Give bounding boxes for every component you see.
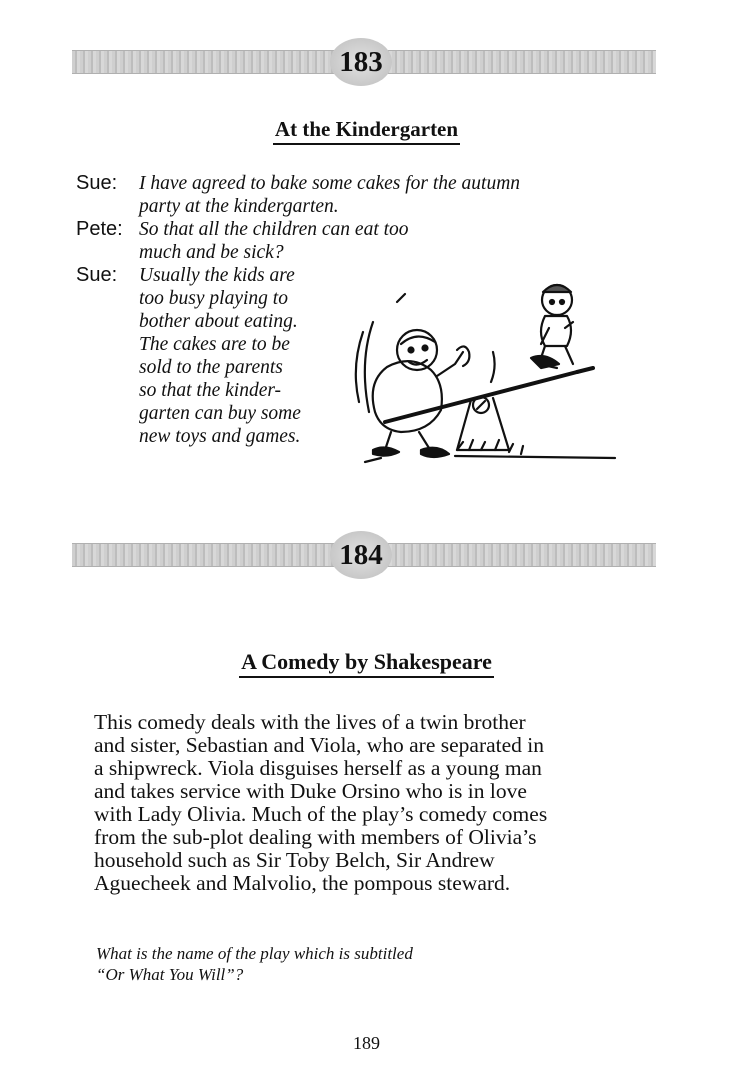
paragraph-line: This comedy deals with the lives of a twin brother bbox=[94, 710, 526, 734]
paragraph-line: from the sub-plot dealing with members of Olivia’s bbox=[94, 825, 537, 849]
seesaw-cartoon-illustration bbox=[345, 272, 617, 468]
comedy-description bbox=[94, 711, 614, 895]
section-number-183: 183 bbox=[330, 38, 392, 86]
title-text: A Comedy by Shakespeare bbox=[239, 649, 494, 678]
paragraph-line: and sister, Sebastian and Viola, who are separated in bbox=[94, 733, 545, 757]
dialogue-line: sold to the parents bbox=[139, 357, 283, 378]
paragraph-line: a shipwreck. Viola disguises herself as a young man bbox=[94, 756, 542, 780]
dialogue-line: much and be sick? bbox=[139, 242, 284, 263]
paragraph-line: household such as Sir Toby Belch, Sir Andrew bbox=[94, 848, 495, 872]
dialogue-line: Usually the kids are bbox=[139, 265, 295, 286]
speaker-label: Sue: bbox=[76, 172, 118, 194]
dialogue-line: garten can buy some bbox=[139, 403, 301, 424]
dialogue-line: party at the kindergarten. bbox=[139, 196, 339, 217]
section-title-184 bbox=[0, 649, 733, 675]
paragraph-line: Aguecheek and Malvolio, the pompous steward. bbox=[94, 871, 511, 895]
section-number-184: 184 bbox=[330, 531, 392, 579]
speaker-label: Pete: bbox=[76, 218, 123, 240]
question-line: What is the name of the play which is subtitled bbox=[96, 944, 413, 963]
dialogue-line: so that the kinder- bbox=[139, 380, 282, 401]
dialogue-line: The cakes are to be bbox=[139, 334, 290, 355]
dialogue-line: too busy playing to bbox=[139, 288, 288, 309]
dialogue-line: I have agreed to bake some cakes for the autumn bbox=[139, 173, 521, 194]
page-number: 189 bbox=[353, 1033, 380, 1053]
dialogue-line: So that all the children can eat too bbox=[139, 219, 409, 240]
title-text: At the Kindergarten bbox=[273, 117, 460, 145]
speaker-label: Sue: bbox=[76, 264, 118, 286]
dialogue-line: new toys and games. bbox=[139, 426, 301, 447]
paragraph-line: with Lady Olivia. Much of the play’s comedy comes bbox=[94, 802, 548, 826]
dialogue-line: bother about eating. bbox=[139, 311, 298, 332]
quiz-question bbox=[96, 943, 413, 985]
question-line: “Or What You Will”? bbox=[96, 965, 244, 984]
paragraph-line: and takes service with Duke Orsino who is in love bbox=[94, 779, 527, 803]
section-title-183 bbox=[0, 117, 733, 142]
